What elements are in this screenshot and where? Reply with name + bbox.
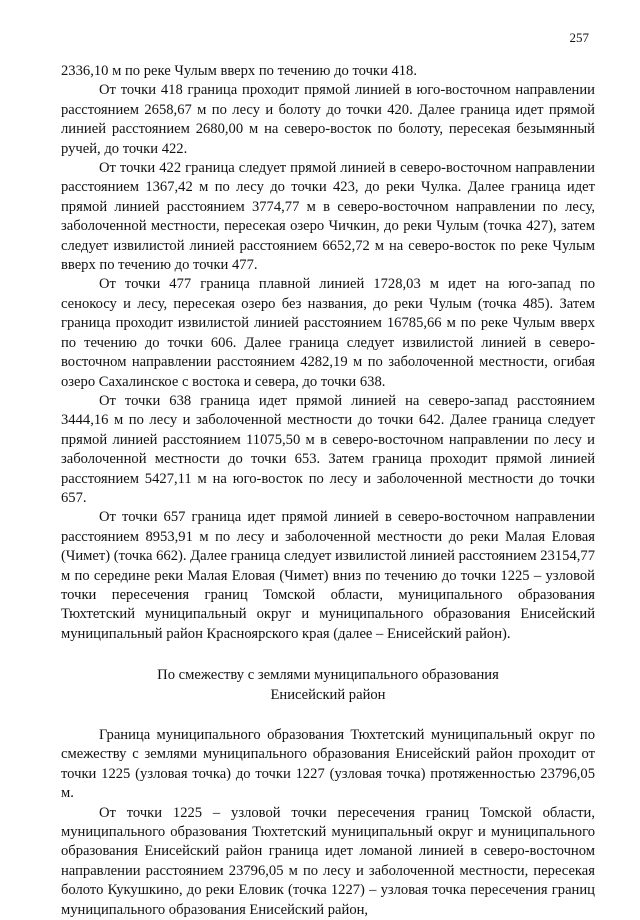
paragraph-boundary-summary: Граница муниципального образования Тюхтетский муниципальный округ по смежеству с землями муниципального образования Енисейский район проходит от точки 1225 (узловая точка) до точки 1227 (узловая точка) протяженностью 23796,05 м. — [61, 727, 595, 802]
page-number: 257 — [569, 30, 589, 45]
section-heading-line-1: По смежеству с землями муниципального образования — [157, 667, 499, 684]
document-body — [61, 62, 595, 920]
paragraph-point-1225: От точки 1225 – узловой точки пересечения границ Томской области, муниципального образования Тюхтетский муниципальный округ и муниципального образования Енисейский район граница идет ломаной линией в северо-восточном направлении расстоянием 23796,05 м по лесу и заболоченной местности, пересекая болото Кукушкино, до реки Еловик (точка 1227) – узловая точка пересечения границ муниципального образования Енисейский район, — [61, 804, 595, 918]
paragraph-point-418: От точки 418 граница проходит прямой линией в юго-восточном направлении расстоянием 2658,67 м по лесу и болоту до точки 420. Далее граница идет прямой линией расстоянием 2680,00 м на северо-восток по болоту, пересекая безымянный ручей, до точки 422. — [61, 82, 595, 157]
paragraph-point-657: От точки 657 граница идет прямой линией в северо-восточном направлении расстоянием 8953,91 м по лесу и заболоченной местности до реки Малая Еловая (Чимет) (точка 662). Далее граница следует извилистой линией расстоянием 23154,77 м по середине реки Малая Еловая (Чимет) вниз по течению до точки 1225 – узловой точки пересечения границ Томской области, муниципального образования Тюхтетский муниципальный округ и муниципального образования Енисейский муниципальный район Красноярского края (далее – Енисейский район). — [61, 509, 595, 642]
paragraph-point-477: От точки 477 граница плавной линией 1728,03 м идет на юго-запад по сенокосу и лесу, пересекая озеро без названия, до реки Чулым (точка 485). Затем граница проходит извилистой линией расстоянием 16785,66 м по реке Чулым вверх по течению до точки 606. Далее граница следует извилистой линией в северо-восточном направлении расстоянием 4282,19 м по заболоченной местности, огибая озеро Сахалинское с востока и севера, до точки 638. — [61, 276, 595, 390]
section-heading-line-2: Енисейский район — [270, 686, 386, 703]
paragraph-continuation: 2336,10 м по реке Чулым вверх по течению до точки 418. — [61, 63, 418, 79]
paragraph-point-422: От точки 422 граница следует прямой линией в северо-восточном направлении расстоянием 1367,42 м по лесу до точки 423, до реки Чулка. Далее граница идет прямой линией расстоянием 3774,77 м в северо-восточном направлении по лесу, заболоченной местности, пересекая озеро Чичкин, до реки Чулым (точка 427), затем следует извилистой линией расстоянием 6652,72 м на северо-восток по реке Чулым вверх по течению до точки 477. — [61, 160, 595, 274]
section-heading — [61, 666, 595, 705]
paragraph-point-638: От точки 638 граница идет прямой линией на северо-запад расстоянием 3444,16 м по лесу и заболоченной местности до точки 642. Далее граница следует прямой линией расстоянием 11075,50 м в северо-восточном направлении по лесу и заболоченной местности до точки 653. Затем граница проходит прямой линией расстоянием 5427,11 м на юго-восток по лесу и заболоченной местности до точки 657. — [61, 392, 595, 506]
